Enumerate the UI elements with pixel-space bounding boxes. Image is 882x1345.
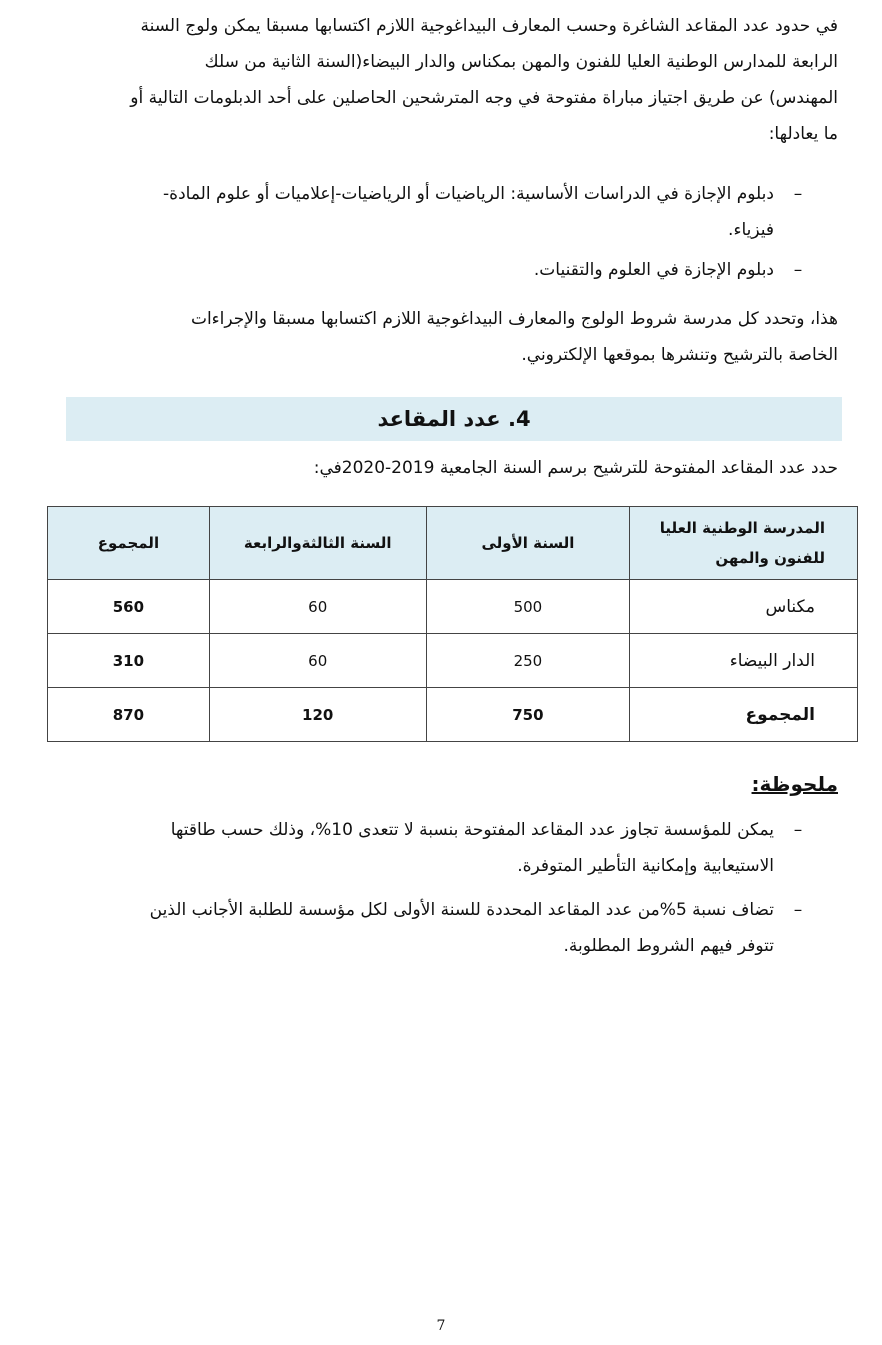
- cell-third-fourth: 120: [209, 688, 426, 742]
- cell-city: مكناس: [630, 580, 858, 634]
- cell-third-fourth: 60: [209, 580, 426, 634]
- conditions-paragraph: [44, 301, 838, 373]
- note-title: ملحوظة:: [751, 772, 838, 796]
- table-row: [48, 580, 858, 634]
- note-text: يمكن للمؤسسة تجاوز عدد المقاعد المفتوحة بنسبة لا تتعدى 10%، وذلك حسب طاقتها الاستيعابية وإمكانية التأطير المتوفرة.: [170, 820, 774, 876]
- intro-line: الرابعة للمدارس الوطنية العليا للفنون والمهن بمكناس والدار البيضاء(السنة الثانية من سلك: [204, 52, 838, 72]
- cell-total: 310: [48, 634, 210, 688]
- cell-total: 560: [48, 580, 210, 634]
- intro-line: في حدود عدد المقاعد الشاغرة وحسب المعارف البيداغوجية اللازم اكتسابها مسبقا يمكن ولوج السنة: [140, 16, 838, 36]
- dash-bullet-icon: –: [793, 184, 803, 204]
- diploma-item: [64, 176, 808, 248]
- diploma-text: دبلوم الإجازة في الدراسات الأساسية: الرياضيات أو الرياضيات-إعلاميات أو علوم المادة- فيزياء.: [163, 184, 774, 240]
- conditions-line: هذا، وتحدد كل مدرسة شروط الولوج والمعارف البيداغوجية اللازم اكتسابها مسبقا والإجراءات: [190, 309, 838, 329]
- table-row: [48, 634, 858, 688]
- table-total-row: [48, 688, 858, 742]
- header-total: المجموع: [48, 507, 210, 580]
- page-number: 7: [436, 1318, 446, 1334]
- dash-bullet-icon: –: [793, 260, 803, 280]
- cell-first-year: 500: [426, 580, 630, 634]
- cell-first-year: 750: [426, 688, 630, 742]
- note-item: [64, 892, 808, 964]
- section-heading: 4. عدد المقاعد: [66, 397, 842, 441]
- dash-bullet-icon: –: [793, 820, 803, 840]
- intro-paragraph: [44, 8, 838, 152]
- cell-total-label: المجموع: [630, 688, 858, 742]
- seats-table: [47, 506, 858, 742]
- header-first-year: السنة الأولى: [426, 507, 630, 580]
- header-third-fourth-year: السنة الثالثةوالرابعة: [209, 507, 426, 580]
- intro-line: المهندس) عن طريق اجتياز مباراة مفتوحة في وجه المترشحين الحاصلين على أحد الدبلومات التالية أو: [130, 88, 838, 108]
- dash-bullet-icon: –: [793, 900, 803, 920]
- table-header-row: [48, 507, 858, 580]
- note-item: [64, 812, 808, 884]
- header-school: المدرسة الوطنية العليا للفنون والمهن: [630, 507, 858, 580]
- conditions-line: الخاصة بالترشيح وتنشرها بموقعها الإلكتروني.: [521, 345, 838, 365]
- cell-total: 870: [48, 688, 210, 742]
- cell-city: الدار البيضاء: [630, 634, 858, 688]
- intro-line: ما يعادلها:: [768, 124, 838, 144]
- diploma-text: دبلوم الإجازة في العلوم والتقنيات.: [533, 260, 774, 280]
- note-text: تضاف نسبة 5%من عدد المقاعد المحددة للسنة الأولى لكل مؤسسة للطلبة الأجانب الذين تتوفر فيهم الشروط المطلوبة.: [149, 900, 774, 956]
- cell-first-year: 250: [426, 634, 630, 688]
- cell-third-fourth: 60: [209, 634, 426, 688]
- diploma-item: [64, 252, 808, 288]
- seats-intro: حدد عدد المقاعد المفتوحة للترشيح برسم السنة الجامعية 2019-2020في:: [313, 458, 838, 478]
